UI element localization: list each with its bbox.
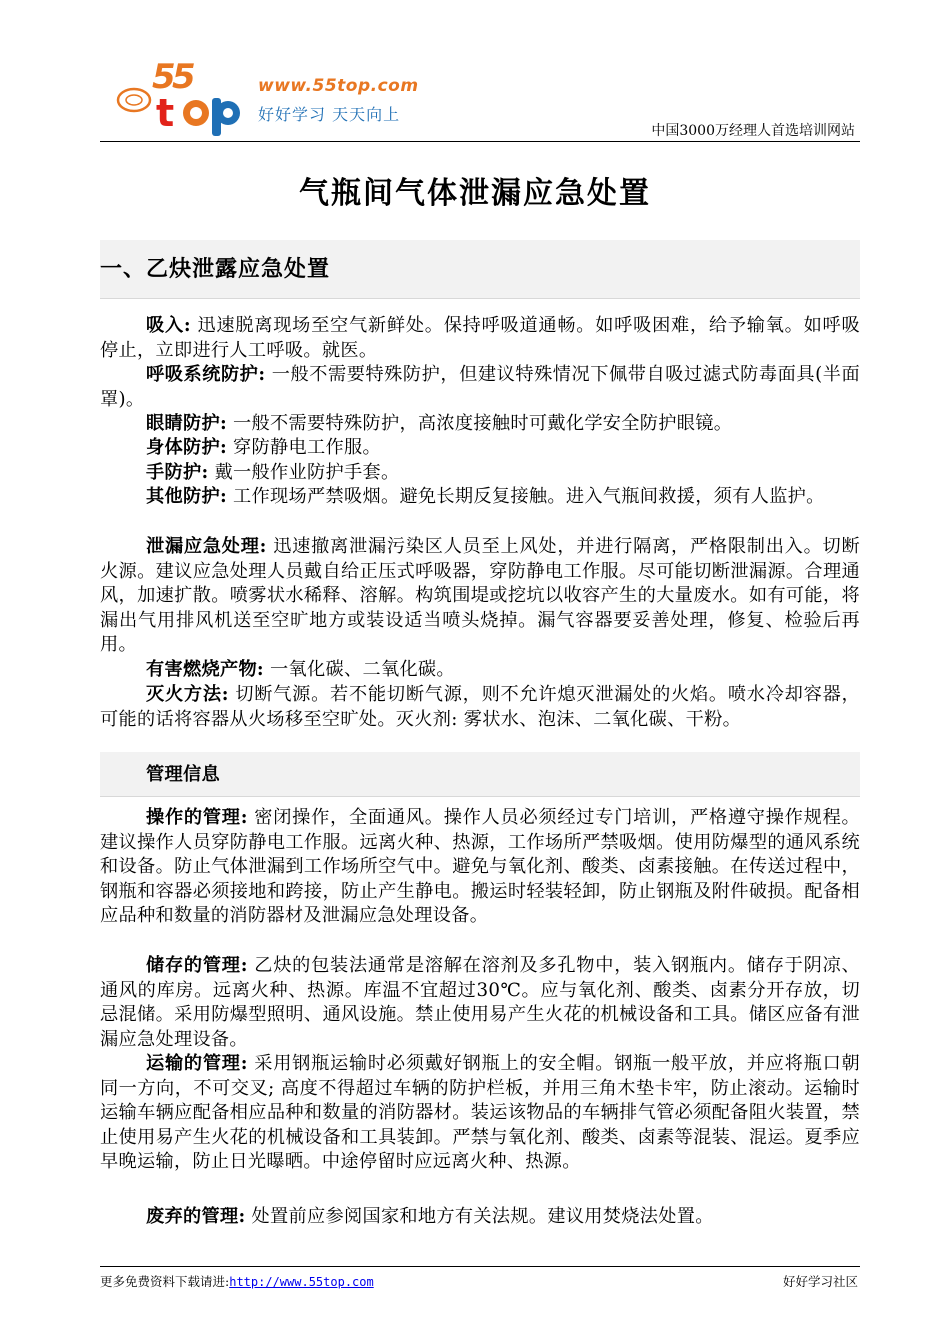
paragraph-respiratory bbox=[100, 363, 860, 412]
paragraph-operation bbox=[100, 806, 860, 929]
paragraph-label: 吸入: bbox=[146, 315, 191, 336]
paragraph-label: 其他防护: bbox=[146, 486, 227, 507]
footer-divider bbox=[100, 1266, 860, 1267]
paragraph-text: 一般不需要特殊防护，高浓度接触时可戴化学安全防护眼镜。 bbox=[226, 413, 733, 434]
paragraph-label: 眼睛防护: bbox=[146, 413, 227, 434]
header-divider bbox=[100, 141, 860, 142]
paragraph-disposal bbox=[100, 1205, 860, 1230]
svg-text:5: 5 bbox=[172, 57, 196, 97]
paragraph-text: 处置前应参阅国家和地方有关法规。建议用焚烧法处置。 bbox=[245, 1206, 714, 1227]
paragraph-label: 泄漏应急处理: bbox=[146, 536, 267, 557]
paragraph-combustion bbox=[100, 658, 860, 683]
paragraph-text: 一般不需要特殊防护，但建议特殊情况下佩带自吸过滤式防毒面具(半面罩)。 bbox=[100, 364, 860, 410]
paragraph-text: 采用钢瓶运输时必须戴好钢瓶上的安全帽。钢瓶一般平放，并应将瓶口朝同一方向，不可交叉; 高度不得超过车辆的防护栏板，并用三角木垫卡牢，防止滚动。运输时运输车辆应配备相应品种和数量的消防器材。装运该物品的车辆排气管必须配备阻火装置，禁止使用易产生火花的机械设备和工具装卸。严禁与氧化剂、酸类、卤素等混装、混运。夏季应早晚运输，防止日光曝晒。中途停留时应远离火种、热源。 bbox=[100, 1053, 860, 1172]
paragraph-inhalation bbox=[100, 314, 860, 363]
footer-community: 好好学习社区 bbox=[782, 1274, 858, 1289]
footer-link[interactable]: http://www.55top.com bbox=[229, 1275, 374, 1289]
paragraph-text: 工作现场严禁吸烟。避免长期反复接触。进入气瓶间救援，须有人监护。 bbox=[226, 486, 825, 507]
paragraph-label: 手防护: bbox=[146, 462, 209, 483]
site-logo[interactable] bbox=[108, 48, 438, 138]
header-tagline: 中国3000万经理人首选培训网站 bbox=[651, 123, 855, 139]
paragraph-label: 呼吸系统防护: bbox=[146, 364, 266, 385]
paragraph-other bbox=[100, 485, 860, 510]
management-heading: 管理信息 bbox=[146, 764, 220, 785]
logo-mark-icon bbox=[108, 48, 258, 138]
paragraph-text: 乙炔的包装法通常是溶解在溶剂及多孔物中，装入钢瓶内。储存于阴凉、通风的库房。远离火种、热源。库温不宜超过30℃。应与氧化剂、酸类、卤素分开存放，切忌混储。采用防爆型照明、通风设施。禁止使用易产生火花的机械设备和工具。储区应备有泄漏应急处理设备。 bbox=[100, 955, 860, 1050]
footer-prefix: 更多免费资料下载请进: bbox=[100, 1274, 230, 1289]
section-divider bbox=[100, 796, 860, 797]
paragraph-label: 有害燃烧产物: bbox=[146, 659, 264, 680]
paragraph-label: 身体防护: bbox=[146, 437, 227, 458]
paragraph-transport bbox=[100, 1052, 860, 1175]
paragraph-label: 运输的管理: bbox=[146, 1053, 248, 1074]
logo-slogan: 好好学习 天天向上 bbox=[258, 105, 401, 124]
paragraph-leak bbox=[100, 535, 860, 658]
paragraph-storage bbox=[100, 954, 860, 1052]
paragraph-text: 一氧化碳、二氧化碳。 bbox=[263, 659, 455, 680]
paragraph-label: 储存的管理: bbox=[146, 955, 248, 976]
svg-text:5: 5 bbox=[152, 57, 176, 97]
paragraph-text: 迅速脱离现场至空气新鲜处。保持呼吸道通畅。如呼吸困难，给予输氧。如呼吸停止，立即进行人工呼吸。就医。 bbox=[100, 315, 860, 361]
paragraph-label: 废弃的管理: bbox=[146, 1206, 246, 1227]
paragraph-text: 穿防静电工作服。 bbox=[226, 437, 381, 458]
paragraph-fire bbox=[100, 683, 860, 732]
paragraph-body bbox=[100, 436, 860, 461]
section-heading: 一、乙炔泄露应急处置 bbox=[100, 256, 331, 282]
footer-download bbox=[100, 1272, 374, 1290]
paragraph-hand bbox=[100, 461, 860, 486]
svg-text:t: t bbox=[156, 91, 175, 135]
paragraph-text: 切断气源。若不能切断气源，则不允许熄灭泄漏处的火焰。喷水冷却容器，可能的话将容器从火场移至空旷处。灭火剂: 雾状水、泡沫、二氧化碳、干粉。 bbox=[100, 684, 861, 730]
paragraph-label: 操作的管理: bbox=[146, 807, 248, 828]
paragraph-eye bbox=[100, 412, 860, 437]
logo-url-text: www.55top.com bbox=[258, 76, 419, 96]
paragraph-text: 迅速撤离泄漏污染区人员至上风处，并进行隔离，严格限制出入。切断火源。建议应急处理人员戴自给正压式呼吸器，穿防静电工作服。尽可能切断泄漏源。合理通风，加速扩散。喷雾状水稀释、溶解。构筑围堤或挖坑以收容产生的大量废水。如有可能，将漏出气用排风机送至空旷地方或装设适当喷头烧掉。漏气容器要妥善处理，修复、检验后再用。 bbox=[100, 536, 860, 655]
page-title: 气瓶间气体泄漏应急处置 bbox=[299, 176, 651, 211]
section-divider bbox=[100, 298, 860, 299]
paragraph-text: 戴一般作业防护手套。 bbox=[208, 462, 400, 483]
paragraph-label: 灭火方法: bbox=[146, 684, 229, 705]
paragraph-text: 密闭操作，全面通风。操作人员必须经过专门培训，严格遵守操作规程。建议操作人员穿防静电工作服。远离火种、热源，工作场所严禁吸烟。使用防爆型的通风系统和设备。防止气体泄漏到工作场所空气中。避免与氧化剂、酸类、卤素接触。在传送过程中，钢瓶和容器必须接地和跨接，防止产生静电。搬运时轻装轻卸，防止钢瓶及附件破损。配备相应品种和数量的消防器材及泄漏应急处理设备。 bbox=[100, 807, 860, 926]
